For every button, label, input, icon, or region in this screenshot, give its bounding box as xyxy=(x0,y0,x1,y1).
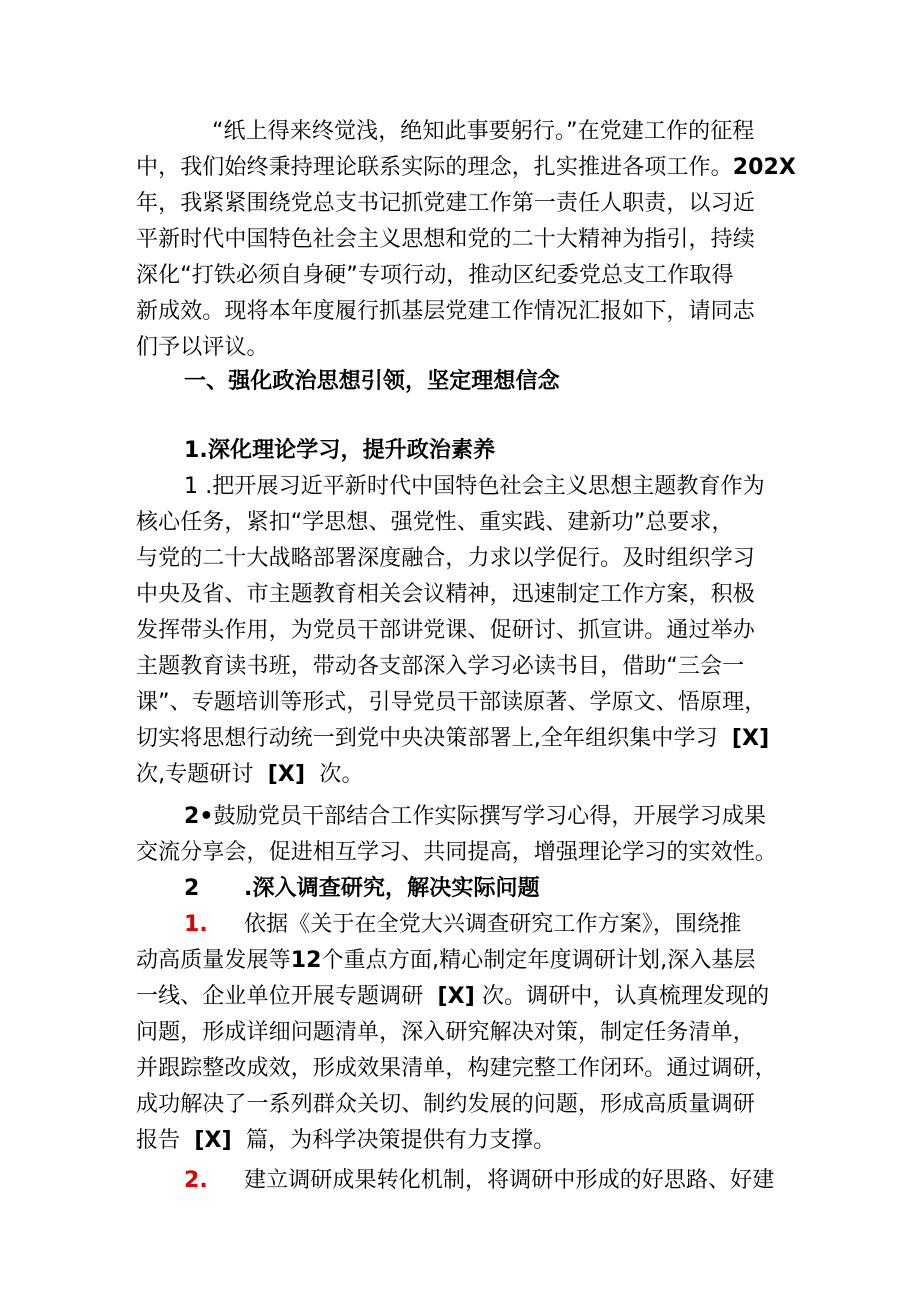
count-placeholder: [X] xyxy=(267,762,306,787)
year-placeholder: 202X xyxy=(732,155,796,180)
para4-line-1: 建立调研成果转化机制，将调研中形成的好思路、好建 xyxy=(244,1168,775,1193)
subsection-heading-1: 1.深化理论学习，提升政治素养 xyxy=(184,438,496,463)
para1-line-7: 课”、专题培训等形式，引导党员干部读原著、学原文、悟原理， xyxy=(136,690,767,715)
section-heading: 一、强化政治思想引领，坚定理想信念 xyxy=(184,369,560,394)
para1-line-4: 中央及省、市主题教育相关会议精神，迅速制定工作方案，积极 xyxy=(136,582,755,607)
para1-line-1: 1 .把开展习近平新时代中国特色社会主义思想主题教育作为 xyxy=(184,474,765,499)
intro-line-7: 们予以评议。 xyxy=(136,335,269,360)
para1-line-3: 与党的二十大战略部署深度融合，力求以学促行。及时组织学习 xyxy=(136,546,755,571)
para3-line-4: 问题，形成详细问题清单，深入研究解决对策，制定任务清单， xyxy=(136,1020,755,1045)
subsection-heading-2-number: 2 xyxy=(184,876,200,901)
para1-line-6: 主题教育读书班，带动各支部深入学习必读书目，借助“三会一 xyxy=(136,654,745,679)
intro-line-2: 中，我们始终秉持理论联系实际的理念，扎实推进各项工作。202X xyxy=(136,155,796,180)
intro-line-1: “纸上得来终觉浅，绝知此事要躬行。”在党建工作的征程 xyxy=(212,119,755,144)
intro-line-3: 年，我紧紧围绕党总支书记抓党建工作第一责任人职责，以习近 xyxy=(136,191,755,216)
para1-line-9: 次,专题研讨 [X] 次。 xyxy=(136,762,364,787)
intro-line-6: 新成效。现将本年度履行抓基层党建工作情况汇报如下，请同志 xyxy=(136,299,755,324)
para1-line-5: 发挥带头作用，为党员干部讲党课、促研讨、抓宣讲。通过举办 xyxy=(136,618,755,643)
count-placeholder: [X] xyxy=(731,726,770,751)
intro-line-4: 平新时代中国特色社会主义思想和党的二十大精神为指引，持续 xyxy=(136,227,755,252)
list-number-1: 1. xyxy=(184,912,208,937)
para3-line-5: 并跟踪整改成效，形成效果清单，构建完整工作闭环。通过调研， xyxy=(136,1056,777,1081)
para3-line-7: 报告 [X] 篇，为科学决策提供有力支撑。 xyxy=(136,1128,556,1153)
count-placeholder: [X] xyxy=(437,984,475,1009)
para3-line-6: 成功解决了一系列群众关切、制约发展的问题，形成高质量调研 xyxy=(136,1092,755,1117)
para2-line-1: 2•鼓励党员干部结合工作实际撰写学习心得，开展学习成果 xyxy=(184,804,767,829)
para1-line-8: 切实将思想行动统一到党中央决策部署上,全年组织集中学习 [X] xyxy=(136,726,770,751)
para3-line-1: 依据《关于在全党大兴调查研究工作方案》，围绕推 xyxy=(244,912,742,937)
list-number-2: 2. xyxy=(184,1168,208,1193)
para3-line-2: 动高质量发展等12个重点方面,精心制定年度调研计划,深入基层 xyxy=(136,948,756,973)
para1-line-2: 核心任务，紧扣“学思想、强党性、重实践、建新功”总要求， xyxy=(136,510,734,535)
subsection-heading-2: .深入调查研究，解决实际问题 xyxy=(244,876,540,901)
intro-line-5: 深化“打铁必须自身硬”专项行动，推动区纪委党总支工作取得 xyxy=(136,263,734,288)
para2-line-2: 交流分享会，促进相互学习、共同提高，增强理论学习的实效性。 xyxy=(136,840,777,865)
para3-line-3: 一线、企业单位开展专题调研 [X] 次。调研中，认真梳理发现的 xyxy=(136,984,770,1009)
count-placeholder: [X] xyxy=(194,1128,232,1153)
